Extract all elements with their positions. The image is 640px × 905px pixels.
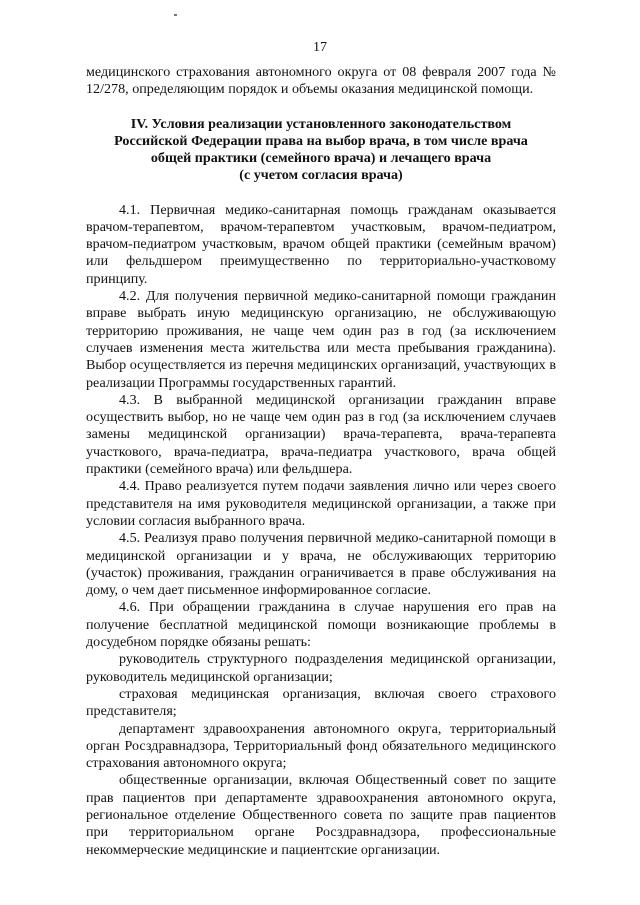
paragraph-4-6: 4.6. При обращении гражданина в случае нарушения его прав на получение бесплатной медицинской помощи возникающие проблемы в досудебном порядке обязаны решать: bbox=[86, 599, 556, 651]
page-number: 17 bbox=[313, 40, 327, 55]
paragraph-4-3: 4.3. В выбранной медицинской организации гражданин вправе осуществить выбор, но не чаще чем один раз в год (за исключением случаев замены медицинской организации) врача-терапевта, врача-терапевта участкового, врача-педиатра, врача-педиатра участкового, врача общей практики (семейного врача) или фельдшера. bbox=[86, 391, 556, 478]
heading-line-1: IV. Условия реализации установленного законодательством bbox=[130, 115, 512, 132]
list-item-4: общественные организации, включая Общественный совет по защите прав пациентов при департаменте здравоохранения автономного округа, региональное отделение Общественного совета по защите прав пациентов при территориальном органе Росздравнадзора, профессиональные некоммерческие медицинские и пациентские организации. bbox=[86, 772, 556, 858]
list-item-3: департамент здравоохранения автономного округа, территориальный орган Росздравнадзора, Территориальный фонд обязательного медицинского страхования автономного округа; bbox=[86, 720, 556, 772]
heading-line-2: Российской Федерации права на выбор врача, в том числе врача bbox=[114, 132, 528, 149]
intro-paragraph: медицинского страхования автономного округа от 08 февраля 2007 года № 12/278, определяющим порядок и объемы оказания медицинской помощи. bbox=[86, 64, 556, 98]
paragraph-4-5: 4.5. Реализуя право получения первичной медико-санитарной помощи в медицинской организации и у врача, не обслуживающих территорию (участок) проживания, гражданин ограничивается в праве обслуживания на дому, о чем дает письменное информированное согласие. bbox=[86, 530, 556, 599]
heading-line-4: (с учетом согласия врача) bbox=[239, 166, 403, 183]
section-heading bbox=[86, 116, 556, 184]
list-item-2: страховая медицинская организация, включая своего страхового представителя; bbox=[86, 685, 556, 720]
heading-line-3: общей практики (семейного врача) и лечащего врача bbox=[150, 149, 492, 166]
paragraph-4-1: 4.1. Первичная медико-санитарная помощь гражданам оказывается врачом-терапевтом, врачом-терапевтом участковым, врачом-педиатром, врачом-педиатром участковым, врачом общей практики (семейным врачом) или фельдшером преимущественно по территориально-участковому принципу. bbox=[86, 201, 556, 287]
scan-speck bbox=[174, 14, 177, 16]
paragraph-4-2: 4.2. Для получения первичной медико-санитарной помощи гражданин вправе выбрать иную медицинскую организацию, не обслуживающую территорию проживания, не чаще чем один раз в год (за исключением случаев изменения места жительства или места пребывания гражданина). Выбор осуществляется из перечня медицинских организаций, участвующих в реализации Программы государственных гарантий. bbox=[86, 288, 556, 391]
paragraph-4-4: 4.4. Право реализуется путем подачи заявления лично или через своего представителя на имя руководителя медицинской организации, а также при условии согласия выбранного врача. bbox=[86, 478, 556, 529]
list-item-1: руководитель структурного подразделения медицинской организации, руководитель медицинской организации; bbox=[86, 651, 556, 685]
document-body bbox=[86, 64, 556, 859]
